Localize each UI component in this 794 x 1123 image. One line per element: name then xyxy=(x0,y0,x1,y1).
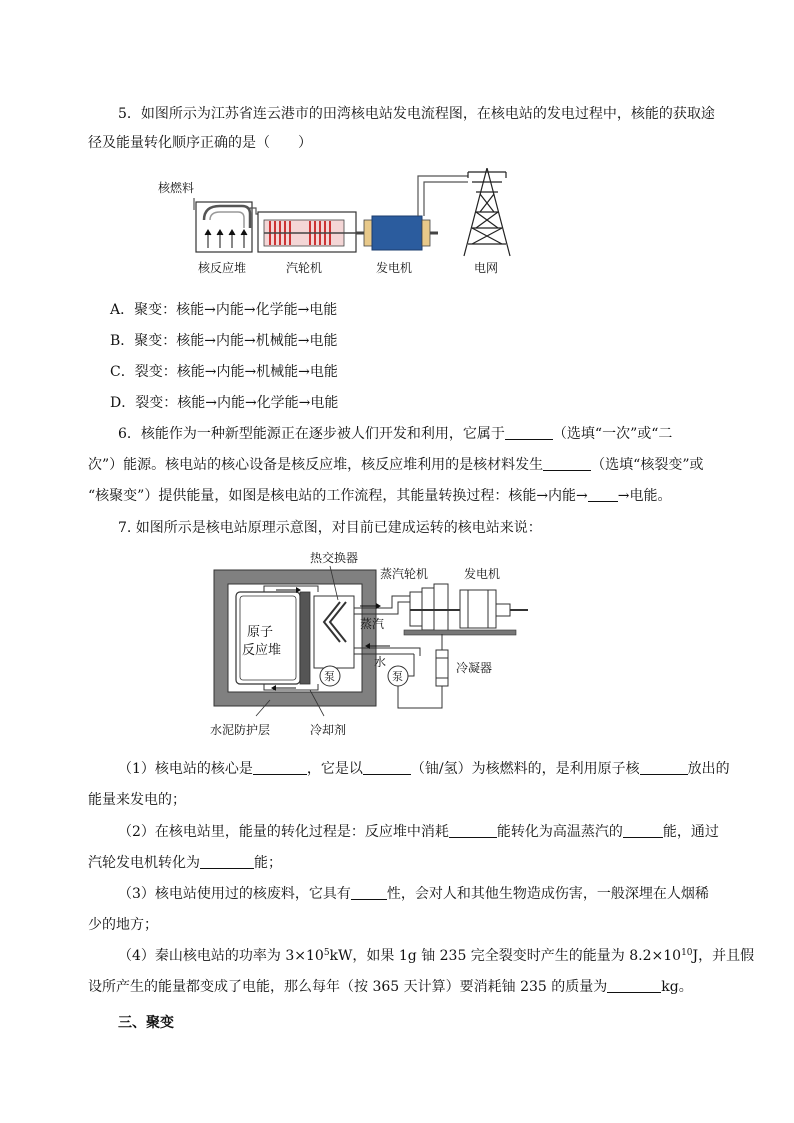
steam-turbine-label: 蒸汽轮机 xyxy=(380,567,429,581)
q5-flow-diagram xyxy=(150,168,530,283)
q6-line-3 xyxy=(88,486,794,506)
grid-label: 电网 xyxy=(474,261,499,275)
q7-principle-diagram xyxy=(200,548,540,746)
q7-p2-blank-3[interactable] xyxy=(200,853,254,869)
q7-p3-text-a: （3）核电站使用过的核废料，它具有 xyxy=(118,886,351,902)
q7-p4-text-d: 设所产生的能量都变成了电能，那么每年（按 365 天计算）要消耗铀 235 的质量为 xyxy=(88,979,608,995)
section-3-heading: 三、聚变 xyxy=(118,1015,174,1031)
heat-exchanger-label: 热交换器 xyxy=(310,551,359,565)
fuel-label: 核燃料 xyxy=(158,181,195,195)
coolant-label: 冷却剂 xyxy=(310,723,347,737)
q5-line-2: 径及能量转化顺序正确的是（ ） xyxy=(88,135,312,151)
generator-body xyxy=(372,216,422,250)
q5-option-d[interactable]: D．裂变：核能→内能→化学能→电能 xyxy=(110,395,339,411)
q7-part-1-cont: 能量来发电的； xyxy=(88,792,186,808)
q6-blank-3[interactable] xyxy=(588,486,618,502)
q7-p2-blank-2[interactable] xyxy=(623,822,663,838)
q7-part-3 xyxy=(118,884,794,904)
q7-p4-exponent-2: 10 xyxy=(681,948,693,958)
pump-1-label: 泵 xyxy=(324,670,335,683)
q5-option-a[interactable]: A．聚变：核能→内能→化学能→电能 xyxy=(110,302,338,318)
generator-label: 发电机 xyxy=(376,261,413,275)
q7-p4-text-e: kg。 xyxy=(661,979,693,995)
turbine-label: 汽轮机 xyxy=(286,261,323,275)
condenser xyxy=(436,650,448,686)
q7-p2-text-d: 汽轮发电机转化为 xyxy=(88,855,200,871)
q6-blank-2[interactable] xyxy=(543,455,591,471)
q6-text-2a: 次”）能源。核电站的核心设备是核反应堆，核反应堆利用的是核材料发生 xyxy=(88,457,544,473)
q6-blank-1[interactable] xyxy=(505,424,553,440)
q7-part-2 xyxy=(118,822,794,842)
q7-p4-text-c: J，并且假 xyxy=(692,948,755,964)
q7-part-2-cont xyxy=(88,853,794,873)
generator-label-2: 发电机 xyxy=(464,567,501,581)
q7-p4-text-a: （4）秦山核电站的功率为 3×10 xyxy=(118,948,324,964)
q7-part-3-cont: 少的地方； xyxy=(88,917,158,933)
power-tower-icon xyxy=(464,168,510,256)
reactor-label-1: 原子 xyxy=(247,625,274,640)
q7-p3-text-b: 性，会对人和其他生物造成伤害，一般深埋在人烟稀 xyxy=(386,886,709,902)
q6-line-2 xyxy=(88,455,794,475)
q7-p1-blank-2[interactable] xyxy=(363,759,411,775)
q7-p1-blank-3[interactable] xyxy=(640,759,688,775)
q7-p4-blank-1[interactable] xyxy=(607,977,661,993)
cement-label: 水泥防护层 xyxy=(210,723,271,737)
q7-p2-text-a: （2）在核电站里，能量的转化过程是：反应堆中消耗 xyxy=(118,824,449,840)
q7-p1-text-b: ，它是以 xyxy=(306,761,363,777)
q5-option-b[interactable]: B．聚变：核能→内能→机械能→电能 xyxy=(110,333,338,349)
q7-p2-blank-1[interactable] xyxy=(449,822,497,838)
q5-option-c[interactable]: C．裂变：核能→内能→机械能→电能 xyxy=(110,364,338,380)
q7-p4-exponent-1: 5 xyxy=(323,948,330,958)
q7-part-1 xyxy=(118,759,794,779)
q7-part-4-cont xyxy=(88,977,794,997)
q7-p1-text-a: （1）核电站的核心是 xyxy=(118,761,253,777)
condenser-label: 冷凝器 xyxy=(456,661,493,675)
q7-p4-text-b: kW，如果 1g 铀 235 完全裂变时产生的能量为 8.2×10 xyxy=(329,948,682,964)
q7-p2-text-c: 能，通过 xyxy=(662,824,719,840)
water-label: 水 xyxy=(374,655,387,669)
generator-block xyxy=(460,590,496,628)
q7-p1-text-c: （铀/氢）为核燃料的，是利用原子核 xyxy=(410,761,640,777)
reactor-label: 核反应堆 xyxy=(198,261,247,275)
q6-line-1 xyxy=(118,424,794,444)
heat-exchanger xyxy=(314,596,354,668)
q6-text-1a: 6．核能作为一种新型能源正在逐步被人们开发和利用，它属于 xyxy=(118,426,505,442)
q7-intro: 7. 如图所示是核电站原理示意图，对目前已建成运转的核电站来说： xyxy=(118,520,542,536)
q7-p1-blank-1[interactable] xyxy=(253,759,307,775)
q6-text-2b: （选填“核裂变”或 xyxy=(591,457,704,473)
steam-label: 蒸汽 xyxy=(360,617,385,631)
q6-text-3b: →电能。 xyxy=(617,488,672,504)
q5-line-1: 5．如图所示为江苏省连云港市的田湾核电站发电流程图，在核电站的发电过程中，核能的获取途 xyxy=(118,106,715,122)
q7-p2-text-e: 能； xyxy=(254,855,282,871)
pump-2-label: 泵 xyxy=(392,670,403,683)
q7-part-4 xyxy=(118,946,794,966)
q7-p2-text-b: 能转化为高温蒸汽的 xyxy=(496,824,623,840)
q6-text-3a: “核聚变”）提供能量，如图是核电站的工作流程，其能量转换过程：核能→内能→ xyxy=(88,488,588,504)
reactor-label-2: 反应堆 xyxy=(242,643,282,658)
q7-p3-blank-1[interactable] xyxy=(351,884,387,900)
q6-text-1b: （选填“一次”或“二 xyxy=(552,426,673,442)
q7-p1-text-d: 放出的 xyxy=(687,761,730,777)
